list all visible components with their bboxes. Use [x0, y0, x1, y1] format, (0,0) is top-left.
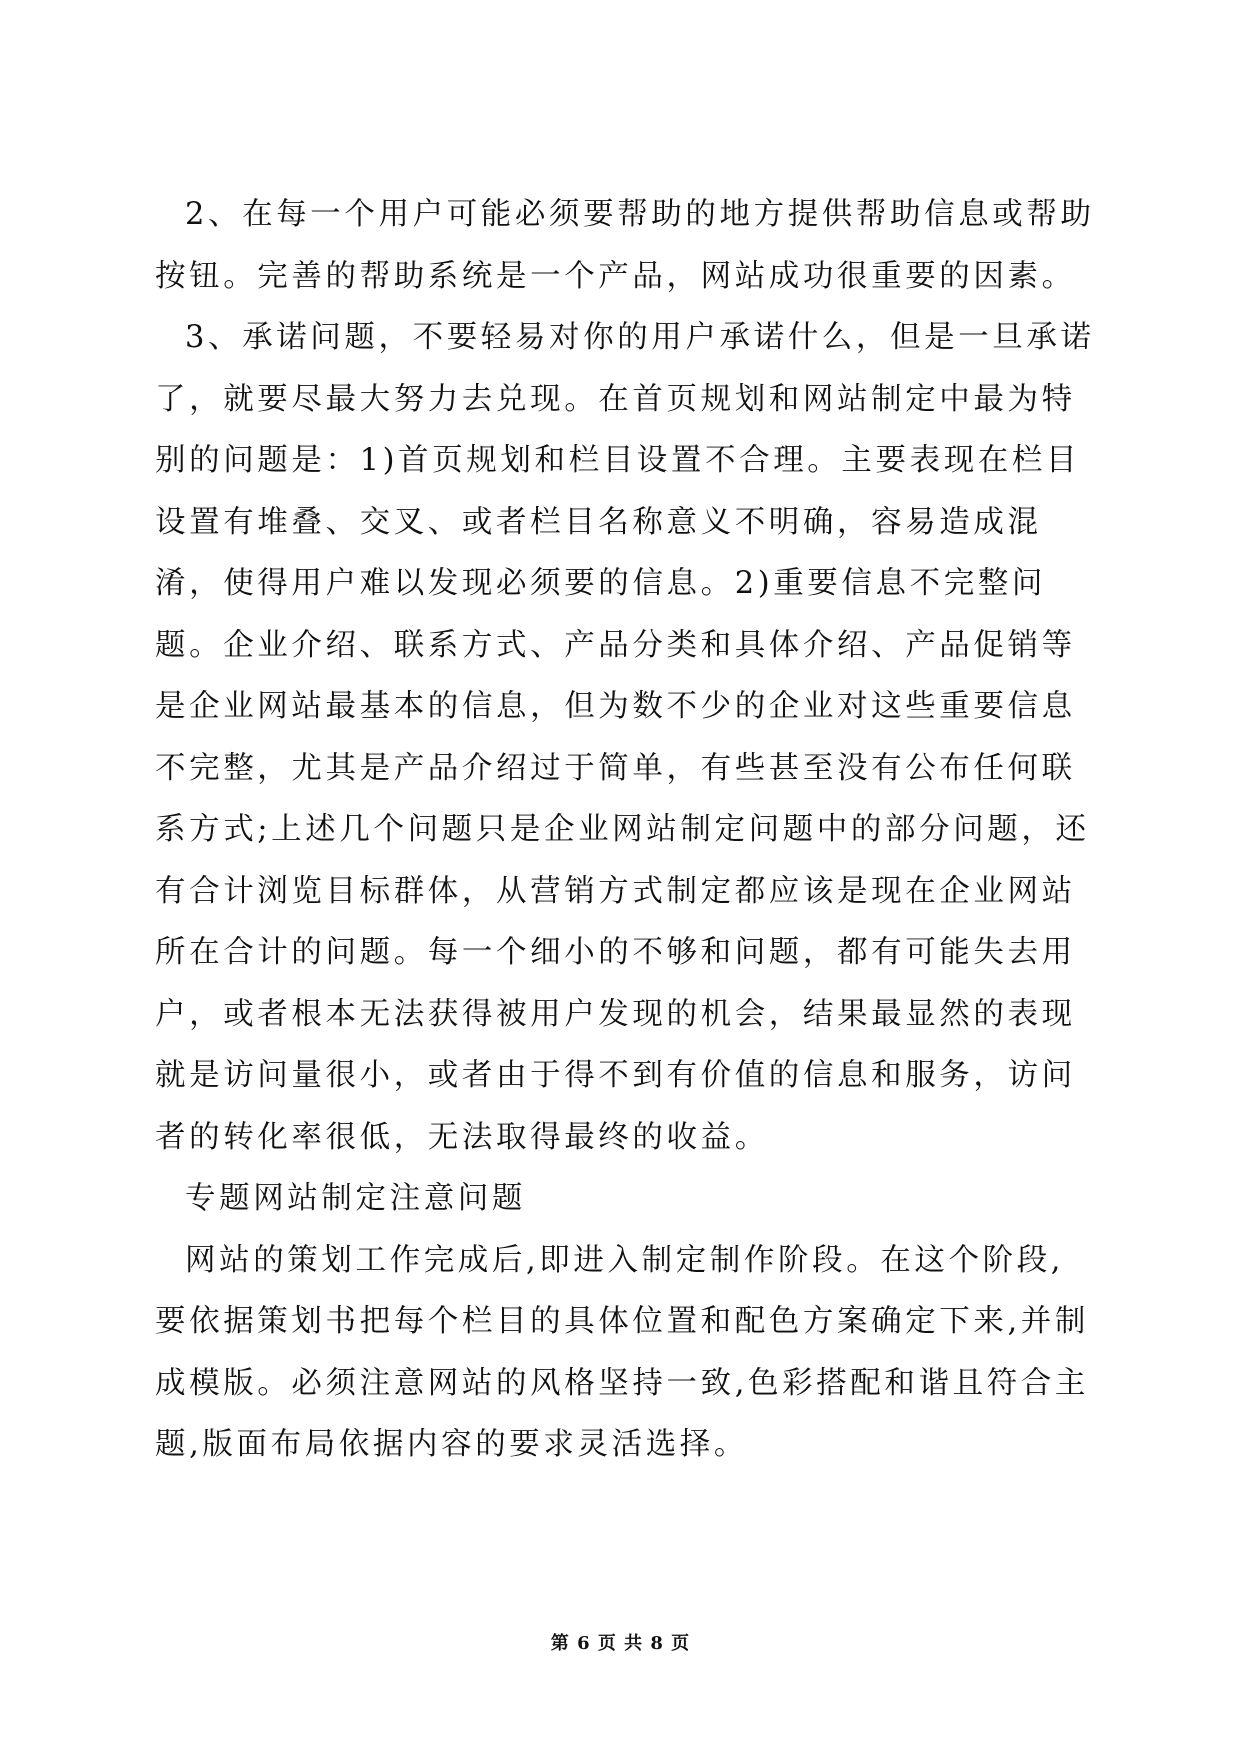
page-number-footer: 第 6 页 共 8 页: [550, 1633, 691, 1654]
paragraph-help-system: 2、在每一个用户可能必须要帮助的地方提供帮助信息或帮助按钮。完善的帮助系统是一个产品，网站成功很重要的因素。: [155, 197, 1095, 294]
document-body: [155, 184, 1095, 1476]
paragraph-design-stage: 网站的策划工作完成后,即进入制定制作阶段。在这个阶段,要依据策划书把每个栏目的具体位置和配色方案确定下来,并制成模版。必须注意网站的风格坚持一致,色彩搭配和谐且符合主题,版面布局依据内容的要求灵活选择。: [155, 1242, 1089, 1462]
paragraph-promise-issues: 3、承诺问题，不要轻易对你的用户承诺什么，但是一旦承诺了，就要尽最大努力去兑现。在首页规划和网站制定中最为特别的问题是：1)首页规划和栏目设置不合理。主要表现在栏目设置有堆叠、交叉、或者栏目名称意义不明确，容易造成混淆，使得用户难以发现必须要的信息。2)重要信息不完整问题。企业介绍、联系方式、产品分类和具体介绍、产品促销等是企业网站最基本的信息，但为数不少的企业对这些重要信息不完整，尤其是产品介绍过于简单，有些甚至没有公布任何联系方式;上述几个问题只是企业网站制定问题中的部分问题，还有合计浏览目标群体，从营销方式制定都应该是现在企业网站所在合计的问题。每一个细小的不够和问题，都有可能失去用户，或者根本无法获得被用户发现的机会，结果最显然的表现就是访问量很小，或者由于得不到有价值的信息和服务，访问者的转化率很低，无法取得最终的收益。: [155, 320, 1095, 1155]
section-heading: 专题网站制定注意问题: [185, 1181, 526, 1216]
